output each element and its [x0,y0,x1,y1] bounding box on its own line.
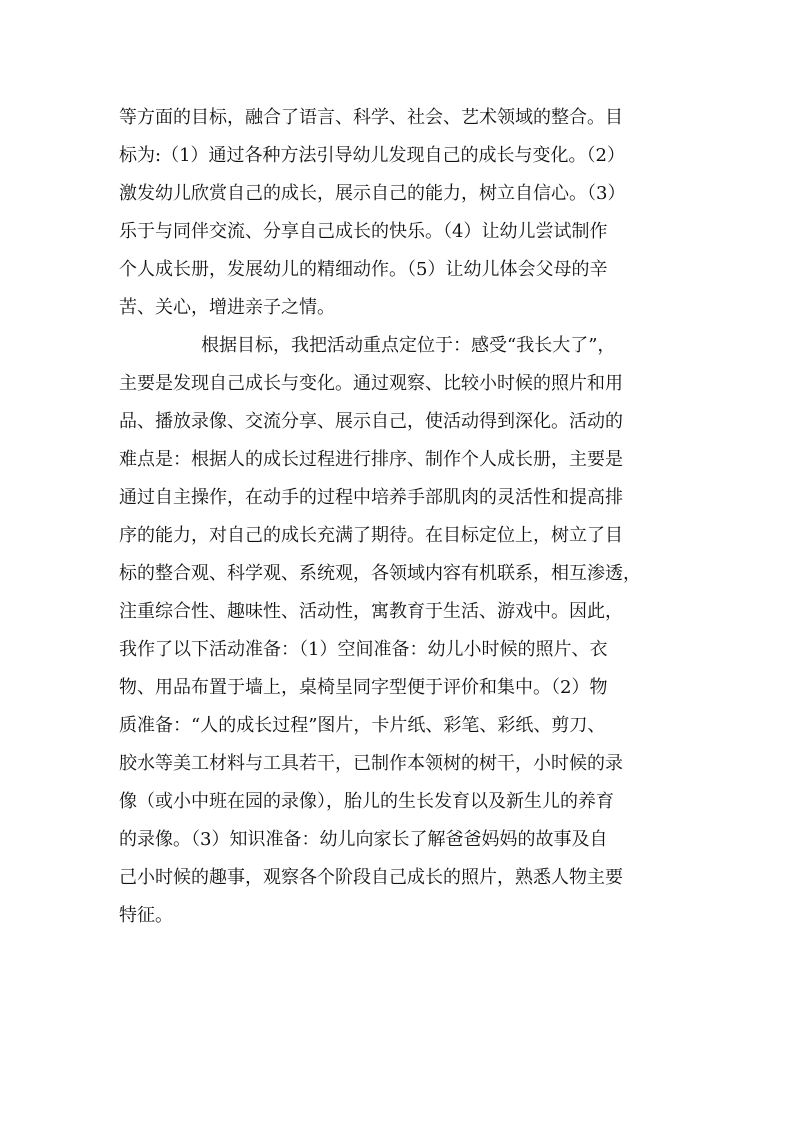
text-line: 特征。 [119,905,173,926]
text-line: 品、播放录像、交流分享、展示自己，使活动得到深化。活动的 [119,411,623,432]
text-line: 难点是：根据人的成长过程进行排序、制作个人成长册，主要是 [119,449,623,470]
body-text [119,99,679,935]
text-line: 胶水等美工材料与工具若干，已制作本领树的树干，小时候的录 [119,753,623,774]
text-line: 的录像。（3）知识准备：幼儿向家长了解爸爸妈妈的故事及自 [119,829,608,850]
paragraph-focus-and-preparation [119,327,679,935]
text-line: 质准备：“人的成长过程”图片，卡片纸、彩笔、彩纸、剪刀、 [119,715,606,736]
text-line: 通过自主操作，在动手的过程中培养手部肌肉的灵活性和提高排 [119,487,623,508]
text-line: 个人成长册，发展幼儿的精细动作。（5）让幼儿体会父母的辛 [119,259,608,280]
text-line: 等方面的目标，融合了语言、科学、社会、艺术领域的整合。目 [119,107,623,128]
paragraph-goals [119,99,679,327]
text-line: 序的能力，对自己的成长充满了期待。在目标定位上，树立了目 [119,525,623,546]
text-line: 主要是发现自己成长与变化。通过观察、比较小时候的照片和用 [119,373,623,394]
text-line: 苦、关心，增进亲子之情。 [119,297,335,318]
text-line: 注重综合性、趣味性、活动性，寓教育于生活、游戏中。因此， [119,601,623,622]
text-line: 乐于与同伴交流、分享自己成长的快乐。（4）让幼儿尝试制作 [119,221,608,242]
text-line: 我作了以下活动准备：（1）空间准备：幼儿小时候的照片、衣 [119,639,608,660]
text-line: 己小时候的趣事，观察各个阶段自己成长的照片，熟悉人物主要 [119,867,623,888]
text-line: 根据目标，我把活动重点定位于：感受“我长大了”， [201,335,616,356]
text-line: 标的整合观、科学观、系统观，各领域内容有机联系，相互渗透， [119,563,641,584]
text-line: 像（或小中班在园的录像），胎儿的生长发育以及新生儿的养育 [119,791,614,812]
text-line: 激发幼儿欣赏自己的成长，展示自己的能力，树立自信心。（3） [119,183,626,204]
text-line: 标为:（1）通过各种方法引导幼儿发现自己的成长与变化。（2） [119,145,625,166]
text-line: 物、用品布置于墙上，桌椅呈同字型便于评价和集中。（2）物 [119,677,608,698]
